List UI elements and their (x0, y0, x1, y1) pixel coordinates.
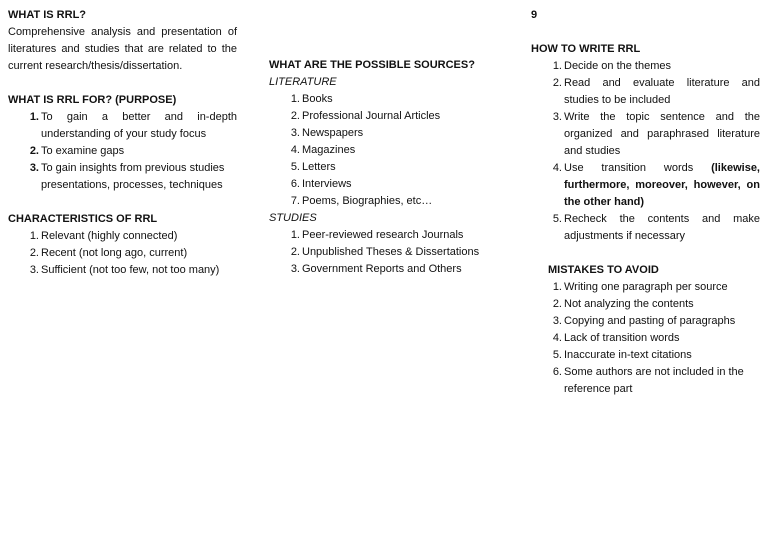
list-item: 3. To gain insights from previous studies presentations, processes, techniques (29, 162, 225, 191)
mistakes-list (531, 279, 760, 398)
label-studies: STUDIES (269, 212, 317, 224)
list-item: 1. Decide on the themes (552, 60, 672, 72)
heading-how-to-write: HOW TO WRITE RRL (531, 43, 641, 55)
literature-list (269, 91, 491, 210)
list-item: 2. Recent (not long ago, current) (29, 247, 188, 259)
list-item: 3. Newspapers (290, 127, 364, 139)
list-item: 5. Recheck the contents and make adjustments if necessary (552, 213, 760, 242)
list-item: 3. Write the topic sentence and the organized and paraphrased literature and studies (552, 111, 760, 157)
column-middle (269, 57, 491, 278)
studies-list (269, 227, 491, 278)
list-item: 3. Sufficient (not too few, not too many) (29, 264, 220, 276)
list-item: 1. To gain a better and in-depth understanding of your study focus (29, 111, 237, 140)
heading-mistakes: MISTAKES TO AVOID (548, 264, 659, 276)
list-item: 1. Books (290, 93, 333, 105)
heading-characteristics: CHARACTERISTICS OF RRL (8, 213, 158, 225)
list-item: 5. Inaccurate in-text citations (552, 349, 692, 361)
heading-what-is-rrl: WHAT IS RRL? (8, 9, 87, 21)
list-item: 3. Copying and pasting of paragraphs (552, 315, 736, 327)
how-to-list (531, 58, 760, 245)
list-item: 1. Peer-reviewed research Journals (290, 229, 464, 241)
transition-words: (likewise, furthermore, moreover, however, on the other hand) (564, 162, 760, 208)
column-right (531, 7, 760, 398)
list-item: 4. Magazines (290, 144, 356, 156)
characteristics-list (8, 228, 237, 279)
page-number: 9 (531, 9, 538, 21)
purpose-list (8, 109, 237, 194)
definition-paragraph: Comprehensive analysis and presentation of literatures and studies that are related to the current research/thesis/dissertation. (8, 26, 237, 72)
list-item: 4. Use transition words (likewise, furthermore, moreover, however, on the other hand) (552, 162, 760, 208)
heading-sources: WHAT ARE THE POSSIBLE SOURCES? (269, 59, 475, 71)
list-item: 7. Poems, Biographies, etc… (290, 195, 433, 207)
list-item: 6. Interviews (290, 178, 352, 190)
list-item: 2. To examine gaps (29, 145, 125, 157)
list-item: 2. Read and evaluate literature and studies to be included (552, 77, 760, 106)
list-item: 1. Writing one paragraph per source (552, 281, 728, 293)
list-item: 3. Government Reports and Others (290, 263, 462, 275)
list-item: 2. Not analyzing the contents (552, 298, 694, 310)
heading-purpose: WHAT IS RRL FOR? (PURPOSE) (8, 94, 177, 106)
list-item: 4. Lack of transition words (552, 332, 680, 344)
list-item: 2. Unpublished Theses & Dissertations (290, 246, 480, 258)
list-item: 2. Professional Journal Articles (290, 110, 441, 122)
list-item: 6. Some authors are not included in the reference part (552, 366, 744, 395)
list-item: 1. Relevant (highly connected) (29, 230, 178, 242)
list-item: 5. Letters (290, 161, 336, 173)
column-left (8, 7, 237, 279)
label-literature: LITERATURE (269, 76, 337, 88)
